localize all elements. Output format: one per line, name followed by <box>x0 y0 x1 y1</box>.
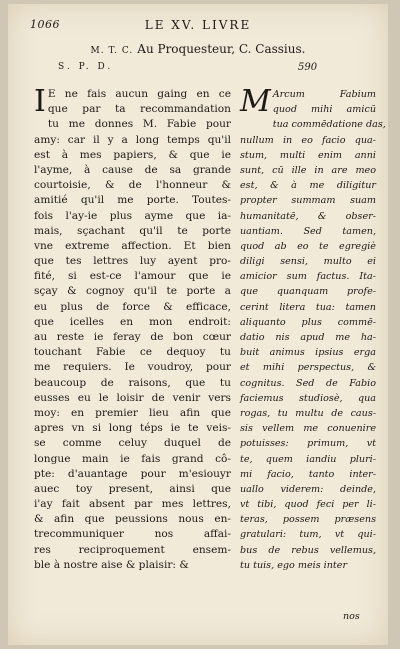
french-text-line <box>34 315 231 330</box>
french-line-text: amitié qu'il me porte. Toutes- <box>34 194 231 207</box>
french-text-line <box>34 102 231 117</box>
french-text-line <box>34 421 231 436</box>
latin-text-line <box>240 269 376 284</box>
french-line-text: que tes lettres luy ayent pro- <box>34 255 231 268</box>
latin-text-line <box>240 330 376 345</box>
french-line-text: ble à nostre aise & plaisir: & <box>34 558 189 571</box>
page-number: 1066 <box>30 18 60 31</box>
french-text-line <box>34 178 231 193</box>
french-line-text: courtoisie, & de l'honneur & <box>34 179 231 192</box>
latin-text-line <box>240 163 376 178</box>
french-line-text: pte: d'auantage pour m'esiouyr <box>34 467 231 480</box>
latin-text-line <box>240 148 376 163</box>
latin-text-line <box>240 284 376 299</box>
french-text-line <box>34 482 231 497</box>
latin-line-text: est, & à me diligitur <box>240 180 376 192</box>
french-line-text: i'ay fait absent par mes lettres, <box>34 498 231 511</box>
latin-text-line <box>240 254 376 269</box>
latin-line-text: tu tuis, ego meis inter <box>240 559 348 571</box>
french-text-line <box>34 163 231 178</box>
latin-line-text: et mihi perspectus, & <box>240 362 376 374</box>
latin-line-text: stum, multi enim anni <box>240 149 376 161</box>
french-line-text: beaucoup de raisons, que tu <box>34 376 231 389</box>
french-text-line <box>34 512 231 527</box>
french-line-text: & afin que peussions nous en- <box>34 513 231 526</box>
french-line-text: E ne fais aucun gaing en ce <box>47 88 231 100</box>
latin-text-line <box>240 315 376 330</box>
latin-line-text: Arcum Fabium <box>272 89 376 100</box>
french-text-line <box>34 436 231 451</box>
latin-text-line <box>240 300 376 315</box>
latin-text-line <box>240 436 376 451</box>
latin-line-text: cerint litera tua: tamen <box>240 301 376 313</box>
latin-text-line <box>240 360 376 375</box>
latin-text-line <box>240 376 376 391</box>
french-text-line <box>34 269 231 284</box>
french-text-line <box>34 467 231 482</box>
french-line-text: apres vn si long téps ie te veis- <box>34 422 231 435</box>
french-column <box>34 84 231 573</box>
french-line-text: auec toy present, ainsi que <box>34 482 231 495</box>
latin-page-ref: 590 <box>298 62 318 73</box>
french-line-text: moy: en premier lieu afin que <box>34 406 231 419</box>
latin-line-text: nullum in eo facio qua- <box>240 134 376 146</box>
french-line-text: amy: car il y a long temps qu'il <box>34 133 231 146</box>
latin-text-line <box>240 193 376 208</box>
catchword: nos <box>343 611 360 622</box>
latin-text-line <box>240 178 376 193</box>
french-text-line <box>34 406 231 421</box>
french-line-text: trecommuniquer nos affai- <box>34 528 231 541</box>
french-text-line <box>34 300 231 315</box>
french-line-text: que par ta recommandation <box>47 103 231 116</box>
french-text-line <box>34 497 231 512</box>
french-line-text: me requiers. Ie voudroy, pour <box>34 361 231 374</box>
latin-line-text: sunt, cū ille in are meo <box>240 164 376 176</box>
french-text-line <box>34 148 231 163</box>
latin-text-line <box>240 558 376 573</box>
latin-text-line <box>240 239 376 254</box>
french-text-line <box>34 527 231 542</box>
latin-text-line <box>240 497 376 512</box>
letter-heading <box>8 42 388 56</box>
latin-line-text: diligi sensi, multo ei <box>240 256 376 268</box>
latin-line-text: que quanquam profe- <box>240 286 376 298</box>
french-line-text: fité, si est-ce l'amour que ie <box>34 270 231 283</box>
latin-line-text: uallo viderem: deinde, <box>240 483 376 495</box>
latin-text-line <box>240 133 376 148</box>
latin-line-text: te, quem iandiu pluri- <box>240 453 376 465</box>
latin-line-text: amicior sum factus. Ita- <box>240 271 376 283</box>
latin-text-line <box>240 527 376 542</box>
french-text-line <box>34 360 231 375</box>
latin-line-text: humanitatē, & obser- <box>240 210 376 222</box>
french-drop-cap: I <box>34 84 46 119</box>
latin-line-text: quod ab eo te egregiè <box>240 240 376 252</box>
french-text-line <box>34 193 231 208</box>
greeting-formula: S. P. D. <box>58 62 114 72</box>
french-line-text: res reciproquement ensem- <box>34 543 231 556</box>
latin-text-line <box>240 512 376 527</box>
latin-text-line <box>240 209 376 224</box>
letter-author-abbr: M. T. C. <box>90 46 134 56</box>
latin-text-line <box>240 117 386 132</box>
latin-line-text: datio nis apud me ha- <box>240 332 376 343</box>
french-line-text: est à mes papiers, & que ie <box>34 148 231 161</box>
latin-text-line <box>240 543 376 558</box>
french-line-text: fois l'ay-ie plus ayme que ia- <box>34 209 231 222</box>
running-title: LE XV. LIVRE <box>144 18 252 32</box>
french-line-text: que icelles en mon endroit: <box>34 315 231 328</box>
french-text-line <box>34 87 231 102</box>
latin-text-line <box>240 421 376 436</box>
latin-line-text: faciemus studiosè, qua <box>240 392 376 404</box>
latin-text-line <box>240 467 376 482</box>
french-text-line <box>34 239 231 254</box>
book-page <box>8 4 388 645</box>
french-text-line <box>34 391 231 406</box>
french-text-line <box>34 117 231 132</box>
french-text-line <box>34 452 231 467</box>
french-text-line <box>34 543 231 558</box>
french-line-text: eusses eu le loisir de venir vers <box>34 391 231 404</box>
latin-line-text: teras, possem præsens <box>240 514 376 526</box>
latin-line-text: cognitus. Sed de Fabio <box>240 377 376 389</box>
latin-line-text: potuisses: primum, vt <box>240 438 376 450</box>
latin-line-text: sis vellem me conuenire <box>240 423 376 435</box>
latin-line-text: quod mihi amicū <box>272 104 376 116</box>
latin-line-text: rogas, tu multu de caus- <box>240 407 376 419</box>
latin-text-line <box>240 224 376 239</box>
latin-text-line <box>240 345 376 360</box>
latin-line-text: vt tibi, quod feci per li- <box>240 499 376 511</box>
latin-line-text: tua commēdatione das, <box>272 119 386 131</box>
french-line-text: l'ayme, à cause de sa grande <box>34 163 231 176</box>
french-text-line <box>34 558 231 573</box>
latin-line-text: mi facio, tanto inter- <box>240 468 376 480</box>
latin-drop-cap: M <box>240 84 271 119</box>
french-line-text: touchant Fabie ce dequoy tu <box>34 346 231 359</box>
letter-recipient: Au Proquesteur, C. Cassius. <box>137 42 306 56</box>
french-text-line <box>34 224 231 239</box>
latin-line-text: propter summam suam <box>240 195 376 207</box>
latin-line-text: aliquanto plus commē- <box>240 316 376 328</box>
french-text-line <box>34 376 231 391</box>
french-line-text: longue main ie fais grand cô- <box>34 452 231 465</box>
french-line-text: au reste ie feray de bon cœur <box>34 331 231 343</box>
french-text-line <box>34 345 231 360</box>
latin-text-line <box>240 406 376 421</box>
latin-line-text: buit animus ipsius erga <box>240 347 376 359</box>
latin-text-line <box>240 391 376 406</box>
french-text-line <box>34 209 231 224</box>
latin-line-text: gratulari: tum, vt qui- <box>240 529 376 541</box>
french-text-line <box>34 254 231 269</box>
latin-line-text: uantiam. Sed tamen, <box>240 225 376 237</box>
french-line-text: eu plus de force & efficace, <box>34 300 231 313</box>
latin-text-line <box>240 482 376 497</box>
running-head <box>30 18 366 34</box>
french-line-text: se comme celuy duquel de <box>34 437 231 450</box>
latin-text-line <box>240 452 376 467</box>
french-text-line <box>34 284 231 299</box>
french-line-text: tu me donnes M. Fabie pour <box>47 118 231 131</box>
french-text-line <box>34 330 231 345</box>
french-line-text: mais, sçachant qu'il te porte <box>34 224 231 237</box>
french-line-text: vne extreme affection. Et bien <box>34 239 231 252</box>
french-line-text: sçay & cognoy qu'il te porte a <box>34 285 231 298</box>
french-text-line <box>34 133 231 148</box>
latin-line-text: bus de rebus vellemus, <box>240 544 376 556</box>
latin-column <box>240 84 386 573</box>
